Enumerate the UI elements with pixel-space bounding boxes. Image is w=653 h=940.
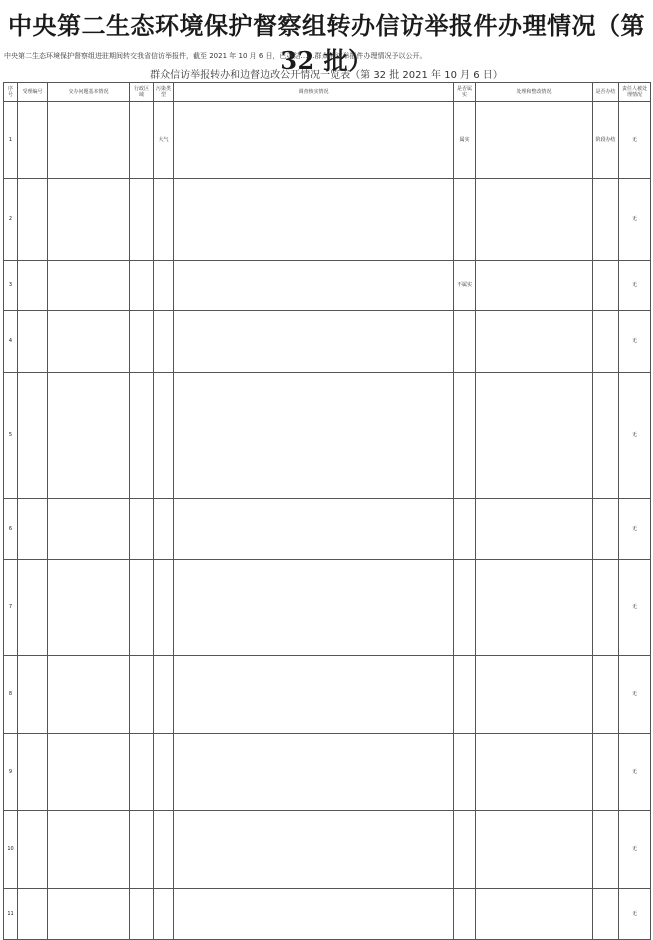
cell-accountability: 无	[619, 734, 651, 811]
cell-type	[154, 373, 174, 499]
cell-status	[593, 373, 619, 499]
cell-handling	[476, 811, 593, 889]
cell-detail	[174, 560, 454, 656]
table-row	[4, 179, 651, 261]
cell-region	[130, 373, 154, 499]
col-header: 受理编号	[18, 83, 48, 102]
cell-type	[154, 261, 174, 311]
cell-id	[18, 373, 48, 499]
cell-no: 3	[4, 261, 18, 311]
cell-no: 5	[4, 373, 18, 499]
cell-handling	[476, 311, 593, 373]
cell-status	[593, 734, 619, 811]
cell-status	[593, 311, 619, 373]
cell-verdict: 属实	[454, 102, 476, 179]
col-header: 处理和整改情况	[476, 83, 593, 102]
cell-type	[154, 734, 174, 811]
cell-detail	[174, 311, 454, 373]
table-row	[4, 102, 651, 179]
cell-verdict	[454, 889, 476, 940]
cell-id	[18, 656, 48, 734]
table-row	[4, 499, 651, 560]
cell-no: 10	[4, 811, 18, 889]
complaints-table	[3, 82, 651, 940]
cell-detail	[174, 179, 454, 261]
cell-region	[130, 102, 154, 179]
cell-handling	[476, 102, 593, 179]
cell-handling	[476, 373, 593, 499]
cell-handling	[476, 656, 593, 734]
col-header: 是否办结	[593, 83, 619, 102]
table-subtitle: 群众信访举报转办和边督边改公开情况一览表（第 32 批 2021 年 10 月 6 日）	[150, 70, 503, 81]
cell-handling	[476, 734, 593, 811]
cell-verdict	[454, 373, 476, 499]
cell-summary	[48, 656, 130, 734]
col-header: 是否属实	[454, 83, 476, 102]
cell-accountability: 无	[619, 373, 651, 499]
cell-type	[154, 311, 174, 373]
cell-id	[18, 560, 48, 656]
cell-type	[154, 179, 174, 261]
cell-id	[18, 734, 48, 811]
cell-type	[154, 656, 174, 734]
cell-handling	[476, 560, 593, 656]
col-header: 交办问题基本情况	[48, 83, 130, 102]
cell-summary	[48, 889, 130, 940]
cell-no: 8	[4, 656, 18, 734]
table-row	[4, 734, 651, 811]
cell-detail	[174, 261, 454, 311]
cell-detail	[174, 373, 454, 499]
cell-accountability: 无	[619, 102, 651, 179]
cell-id	[18, 261, 48, 311]
col-header: 责任人被处理情况	[619, 83, 651, 102]
cell-handling	[476, 889, 593, 940]
cell-id	[18, 499, 48, 560]
cell-accountability: 无	[619, 560, 651, 656]
cell-accountability: 无	[619, 811, 651, 889]
cell-id	[18, 889, 48, 940]
table-header-row	[4, 83, 651, 102]
cell-verdict	[454, 734, 476, 811]
cell-verdict: 不属实	[454, 261, 476, 311]
cell-no: 4	[4, 311, 18, 373]
cell-id	[18, 102, 48, 179]
cell-no: 6	[4, 499, 18, 560]
cell-verdict	[454, 179, 476, 261]
document-title: 中央第二生态环境保护督察组转办信访举报件办理情况（第 32 批）	[8, 11, 645, 75]
cell-detail	[174, 811, 454, 889]
cell-region	[130, 734, 154, 811]
cell-handling	[476, 179, 593, 261]
cell-detail	[174, 889, 454, 940]
col-header: 污染类型	[154, 83, 174, 102]
table-row	[4, 560, 651, 656]
cell-accountability: 无	[619, 311, 651, 373]
cell-status	[593, 179, 619, 261]
cell-accountability: 无	[619, 889, 651, 940]
cell-type	[154, 499, 174, 560]
cell-verdict	[454, 499, 476, 560]
cell-no: 11	[4, 889, 18, 940]
cell-summary	[48, 560, 130, 656]
table-row	[4, 311, 651, 373]
cell-summary	[48, 499, 130, 560]
cell-handling	[476, 261, 593, 311]
cell-summary	[48, 261, 130, 311]
cell-status: 阶段办结	[593, 102, 619, 179]
cell-status	[593, 499, 619, 560]
col-header: 序号	[4, 83, 18, 102]
cell-detail	[174, 102, 454, 179]
cell-accountability: 无	[619, 179, 651, 261]
cell-type	[154, 560, 174, 656]
table-row	[4, 811, 651, 889]
cell-id	[18, 179, 48, 261]
cell-region	[130, 560, 154, 656]
cell-region	[130, 261, 154, 311]
cell-summary	[48, 179, 130, 261]
cell-no: 7	[4, 560, 18, 656]
cell-type	[154, 811, 174, 889]
cell-no: 2	[4, 179, 18, 261]
cell-summary	[48, 734, 130, 811]
cell-type	[154, 889, 174, 940]
cell-verdict	[454, 811, 476, 889]
table-row	[4, 889, 651, 940]
cell-no: 9	[4, 734, 18, 811]
cell-type: 大气	[154, 102, 174, 179]
table-row	[4, 373, 651, 499]
cell-accountability: 无	[619, 499, 651, 560]
cell-summary	[48, 102, 130, 179]
cell-summary	[48, 373, 130, 499]
cell-region	[130, 656, 154, 734]
cell-detail	[174, 656, 454, 734]
intro-paragraph: 中央第二生态环境保护督察组进驻期间转交我省信访举报件，截至 2021 年 10 月 6 日，已办结……群众信访举报件办理情况予以公开。	[4, 52, 427, 60]
cell-status	[593, 261, 619, 311]
cell-region	[130, 889, 154, 940]
cell-summary	[48, 811, 130, 889]
col-header: 调查核实情况	[174, 83, 454, 102]
cell-status	[593, 656, 619, 734]
cell-id	[18, 311, 48, 373]
cell-verdict	[454, 656, 476, 734]
cell-id	[18, 811, 48, 889]
cell-verdict	[454, 311, 476, 373]
cell-handling	[476, 499, 593, 560]
cell-status	[593, 811, 619, 889]
cell-status	[593, 560, 619, 656]
table-row	[4, 261, 651, 311]
cell-summary	[48, 311, 130, 373]
cell-region	[130, 311, 154, 373]
cell-verdict	[454, 560, 476, 656]
cell-region	[130, 179, 154, 261]
cell-status	[593, 889, 619, 940]
col-header: 行政区域	[130, 83, 154, 102]
cell-accountability: 无	[619, 261, 651, 311]
cell-region	[130, 811, 154, 889]
table-row	[4, 656, 651, 734]
cell-detail	[174, 499, 454, 560]
cell-accountability: 无	[619, 656, 651, 734]
cell-no: 1	[4, 102, 18, 179]
cell-detail	[174, 734, 454, 811]
cell-region	[130, 499, 154, 560]
